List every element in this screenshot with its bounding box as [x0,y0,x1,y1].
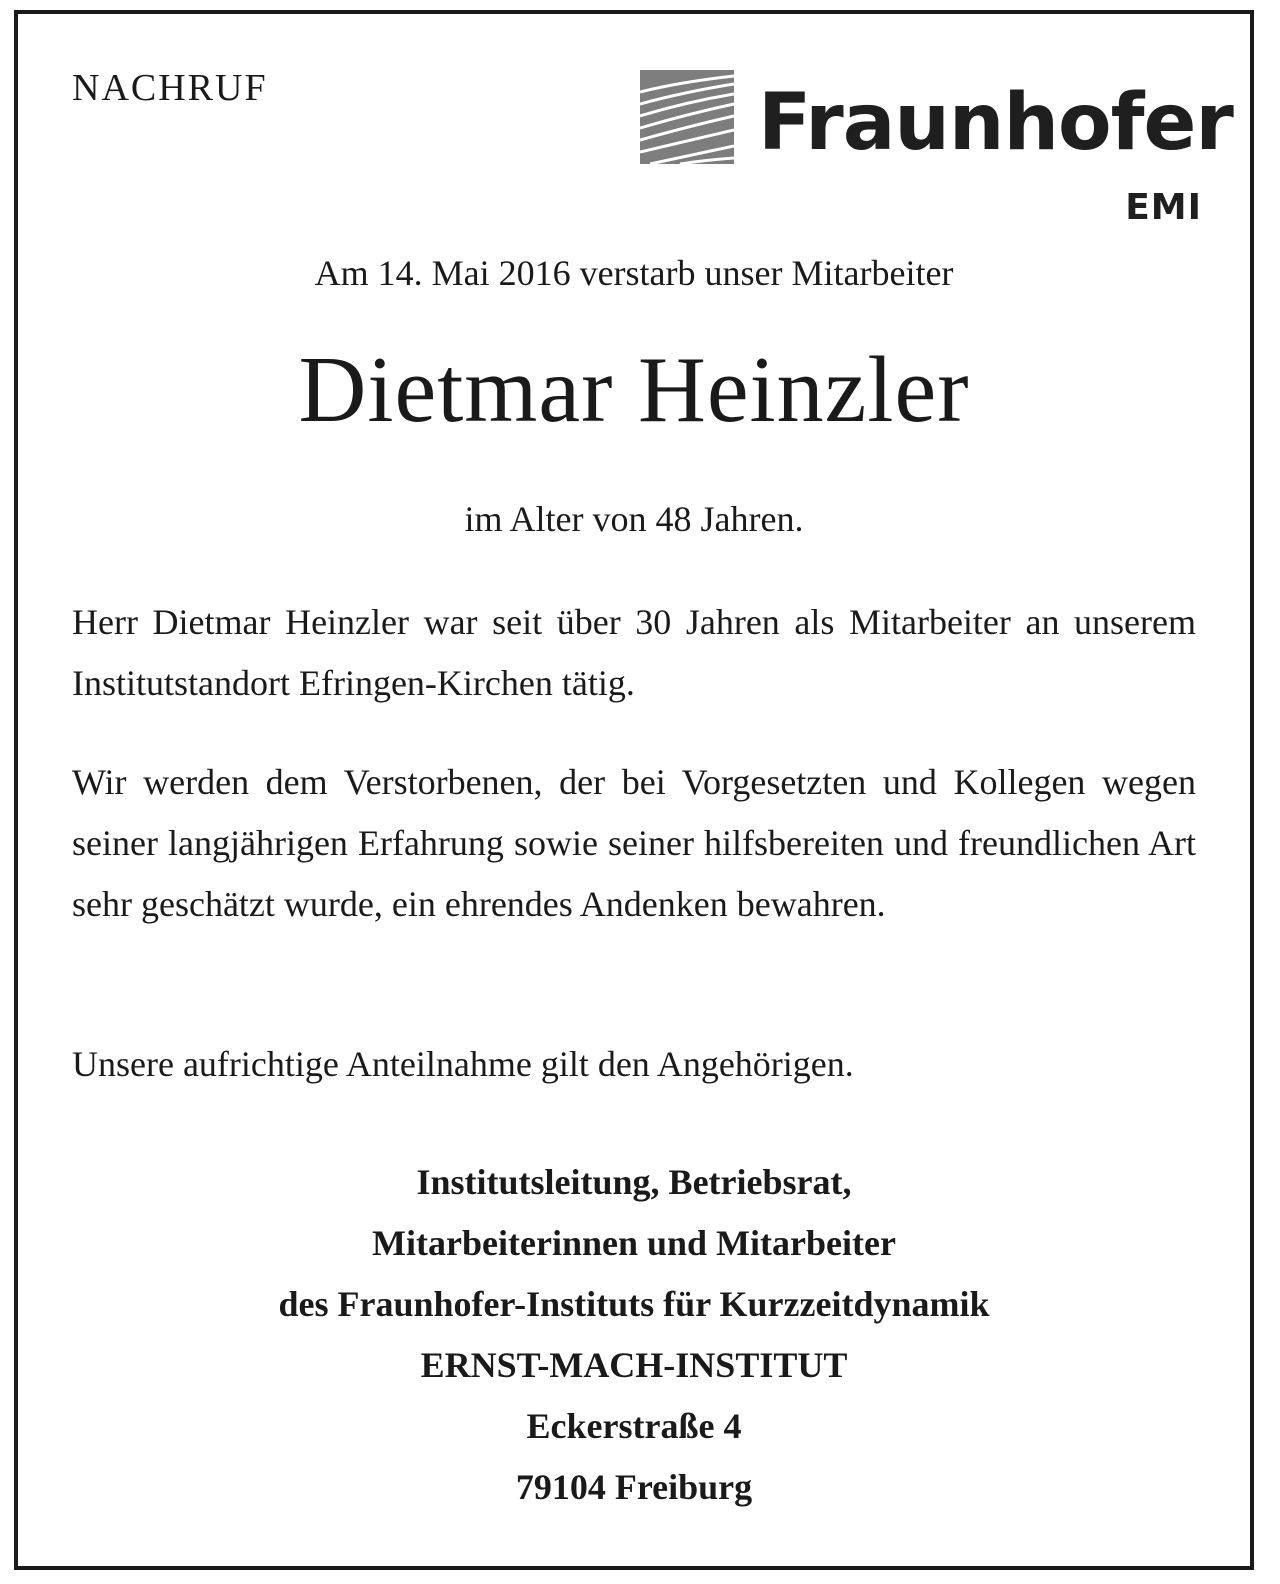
signature-line: Institutsleitung, Betriebsrat, [416,1162,852,1202]
signature-line: des Fraunhofer-Instituts für Kurzzeitdynamik [278,1284,990,1324]
signature-line: 79104 Freiburg [515,1467,753,1507]
obituary-frame [14,10,1254,1570]
deceased-name: Dietmar Heinzler [298,338,970,442]
signature-line: ERNST-MACH-INSTITUT [420,1345,848,1385]
age-line: im Alter von 48 Jahren. [464,499,804,539]
paragraph-condolence: Unsere aufrichtige Anteilnahme gilt den Angehörigen. [72,1044,854,1084]
paragraph-career: Herr Dietmar Heinzler war seit über 30 Jahren als Mitarbeiter an unserem Institutstandort Efringen-Kirchen tätig. [72,602,1196,703]
intro-line: Am 14. Mai 2016 verstarb unser Mitarbeiter [314,253,954,293]
paragraph-remembrance: Wir werden dem Verstorbenen, der bei Vorgesetzten und Kollegen wegen seiner langjährigen Erfahrung sowie seiner hilfsbereiten und freundlichen Art sehr geschätzt wurde, ein ehrendes Andenken bewahren. [72,762,1196,924]
logo-subtitle: EMI [1125,187,1202,228]
logo-wordmark: Fraunhofer [758,78,1233,168]
signature-line: Mitarbeiterinnen und Mitarbeiter [372,1223,896,1263]
notice-kicker: NACHRUF [72,67,268,109]
signature-block [18,1152,1250,1518]
fraunhofer-logo [640,62,1233,232]
signature-line: Eckerstraße 4 [526,1406,742,1446]
fraunhofer-stripes-icon [640,70,734,164]
